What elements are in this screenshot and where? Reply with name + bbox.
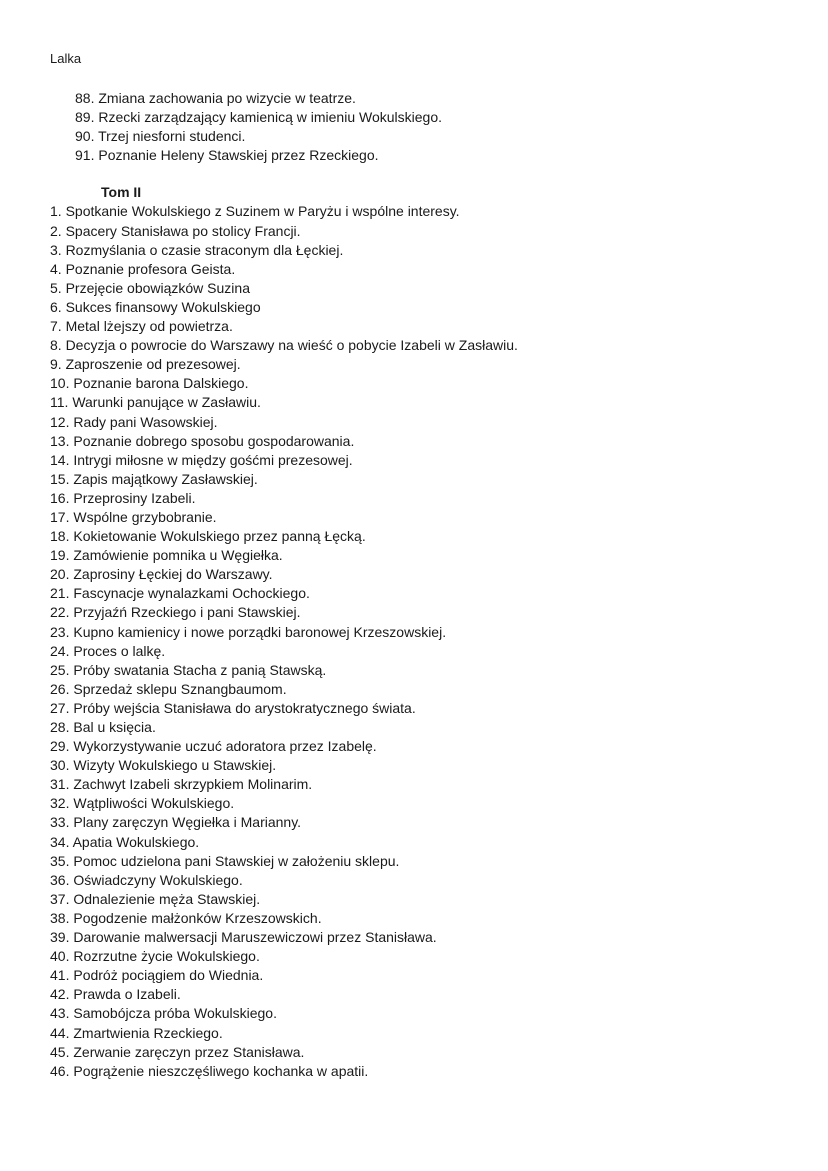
list-item: 26. Sprzedaż sklepu Sznangbaumom. — [50, 680, 287, 697]
list-item: 41. Podróż pociągiem do Wiednia. — [50, 967, 264, 984]
list-item: 9. Zaproszenie od prezesowej. — [50, 356, 241, 373]
list-item: 45. Zerwanie zaręczyn przez Stanisława. — [50, 1043, 305, 1060]
list-item: 88. Zmiana zachowania po wizycie w teatrze. — [75, 90, 356, 106]
list-item: 16. Przeprosiny Izabeli. — [50, 489, 196, 506]
list-item: 28. Bal u księcia. — [50, 719, 156, 735]
list-item: 2. Spacery Stanisława po stolicy Francji. — [50, 222, 301, 239]
list-item: 46. Pogrążenie nieszczęśliwego kochanka w apatii. — [50, 1062, 369, 1079]
list-item: 37. Odnalezienie męża Stawskiej. — [50, 890, 261, 907]
list-item: 17. Wspólne grzybobranie. — [50, 508, 217, 525]
list-item: 11. Warunki panujące w Zasławiu. — [50, 394, 261, 411]
list-item: 44. Zmartwienia Rzeckiego. — [50, 1024, 223, 1041]
list-item: 42. Prawda o Izabeli. — [50, 986, 181, 1003]
page-header: Lalka — [50, 51, 82, 66]
list-item: 1. Spotkanie Wokulskiego z Suzinem w Paryżu i wspólne interesy. — [50, 203, 460, 220]
list-item: 4. Poznanie profesora Geista. — [50, 260, 236, 277]
list-item: 15. Zapis majątkowy Zasławskiej. — [50, 470, 258, 487]
list-item: 40. Rozrzutne życie Wokulskiego. — [50, 948, 260, 965]
list-item: 24. Proces o lalkę. — [50, 642, 166, 659]
list-item: 10. Poznanie barona Dalskiego. — [50, 375, 249, 392]
list-item: 19. Zamówienie pomnika u Węgiełka. — [50, 547, 283, 564]
list-item: 18. Kokietowanie Wokulskiego przez panną Łęcką. — [50, 528, 366, 545]
list-item: 14. Intrygi miłosne w między gośćmi prezesowej. — [50, 451, 353, 468]
list-item: 12. Rady pani Wasowskiej. — [50, 413, 218, 430]
list-item: 34. Apatia Wokulskiego. — [50, 833, 200, 850]
list-item: 25. Próby swatania Stacha z panią Stawską. — [50, 661, 327, 678]
list-item: 39. Darowanie malwersacji Maruszewiczowi przez Stanisława. — [50, 929, 437, 946]
list-item: 91. Poznanie Heleny Stawskiej przez Rzeckiego. — [75, 147, 379, 164]
list-item: 38. Pogodzenie małżonków Krzeszowskich. — [50, 909, 322, 926]
list-item: 3. Rozmyślania o czasie straconym dla Łęckiej. — [50, 241, 344, 258]
list-item: 90. Trzej niesforni studenci. — [75, 128, 246, 145]
list-item: 30. Wizyty Wokulskiego u Stawskiej. — [50, 757, 277, 774]
list-item: 7. Metal lżejszy od powietrza. — [50, 318, 233, 335]
list-item: 35. Pomoc udzielona pani Stawskiej w założeniu sklepu. — [50, 852, 400, 869]
list-item: 31. Zachwyt Izabeli skrzypkiem Molinarim. — [50, 776, 313, 793]
document-body — [0, 89, 828, 1081]
list-item: 13. Poznanie dobrego sposobu gospodarowania. — [50, 432, 355, 449]
previous-items-list — [0, 89, 828, 165]
list-item: 21. Fascynacje wynalazkami Ochockiego. — [50, 585, 310, 602]
list-item: 20. Zaprosiny Łęckiej do Warszawy. — [50, 566, 273, 583]
list-item: 36. Oświadczyny Wokulskiego. — [50, 871, 243, 888]
list-item: 8. Decyzja o powrocie do Warszawy na wieść o pobycie Izabeli w Zasławiu. — [50, 337, 518, 354]
list-item: 33. Plany zaręczyn Węgiełka i Marianny. — [50, 814, 302, 831]
volume-items-list — [0, 202, 828, 1080]
list-item: 27. Próby wejścia Stanisława do arystokratycznego świata. — [50, 699, 416, 716]
list-item: 43. Samobójcza próba Wokulskiego. — [50, 1005, 277, 1022]
list-item: 32. Wątpliwości Wokulskiego. — [50, 795, 235, 812]
list-item: 6. Sukces finansowy Wokulskiego — [50, 298, 261, 315]
section-heading: Tom II — [101, 184, 142, 201]
list-item: 29. Wykorzystywanie uczuć adoratora przez Izabelę. — [50, 738, 377, 755]
list-item: 5. Przejęcie obowiązków Suzina — [50, 279, 250, 296]
list-item: 22. Przyjaźń Rzeckiego i pani Stawskiej. — [50, 604, 301, 621]
list-item: 23. Kupno kamienicy i nowe porządki baronowej Krzeszowskiej. — [50, 623, 447, 640]
list-item: 89. Rzecki zarządzający kamienicą w imieniu Wokulskiego. — [75, 109, 443, 126]
